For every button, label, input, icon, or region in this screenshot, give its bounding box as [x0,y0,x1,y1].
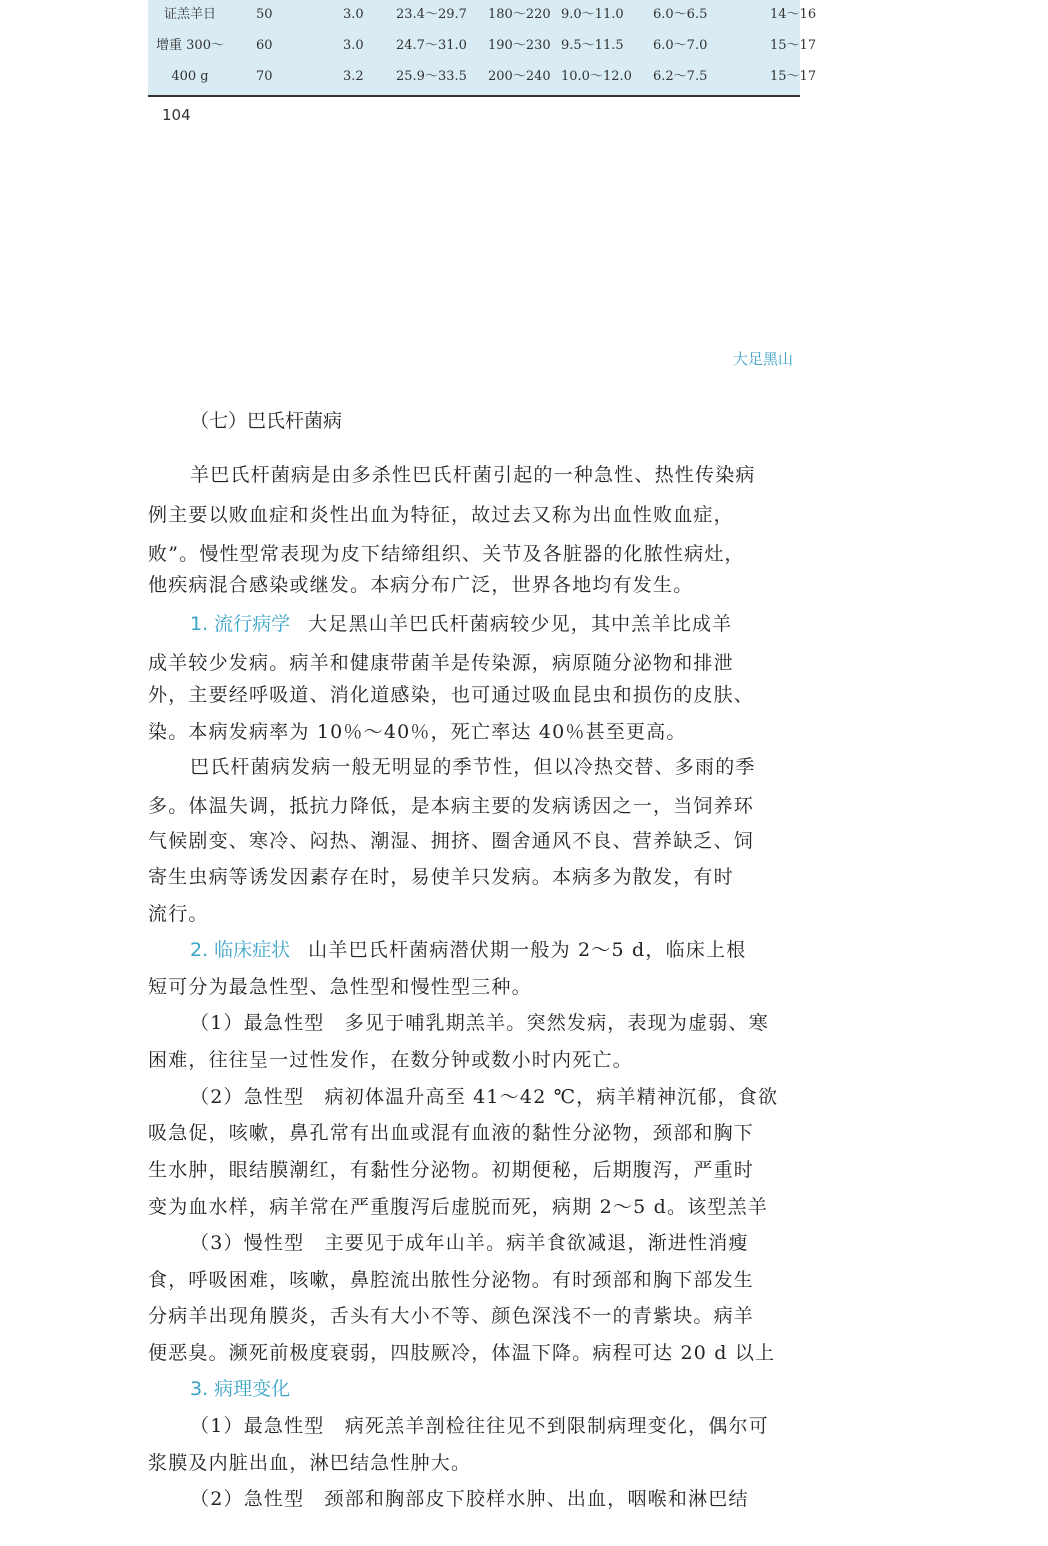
subsection-heading: 2. 临床症状 [190,939,291,961]
body-text: 大足黑山羊巴氏杆菌病较少见，其中羔羊比成羊 [308,613,733,635]
body-line: 生水肿，眼结膜潮红，有黏性分泌物。初期便秘，后期腹泻，严重时 [148,1159,755,1181]
subsection-heading: 3. 病理变化 [190,1378,291,1400]
body-line: 多。体温失调，抵抗力降低，是本病主要的发病诱因之一，当饲养环 [148,795,755,817]
body-line: 困难，往往呈一过性发作，在数分钟或数小时内死亡。 [148,1049,633,1071]
body-line: 吸急促，咳嗽，鼻孔常有出血或混有血液的黏性分泌物，颈部和胸下 [148,1122,755,1144]
table-cell: 400 g [171,69,209,84]
table-cell: 3.2 [343,69,364,84]
body-line: 羊巴氏杆菌病是由多杀性巴氏杆菌引起的一种急性、热性传染病 [190,464,756,486]
table-cell: 9.0～11.0 [561,7,624,22]
body-line: （2）急性型 病初体温升高至 41～42 ℃，病羊精神沉郁，食欲 [190,1086,779,1108]
table-cell: 25.9～33.5 [396,69,467,84]
table-bottom-rule [148,95,800,97]
section-title: （七）巴氏杆菌病 [190,410,343,432]
body-line: 染。本病发病率为 10％～40％，死亡率达 40％甚至更高。 [148,721,687,743]
subsection-line [190,1374,308,1401]
body-line: 变为血水样，病羊常在严重腹泻后虚脱而死，病期 2～5 d。该型羔羊 [148,1196,769,1218]
table-cell: 60 [256,38,273,53]
body-line: 败”。慢性型常表现为皮下结缔组织、关节及各脏器的化脓性病灶， [148,543,745,565]
table-cell: 15～17 [770,38,817,53]
body-line: （3）慢性型 主要见于成年山羊。病羊食欲减退，渐进性消瘦 [190,1232,749,1254]
table-cell: 24.7～31.0 [396,38,467,53]
table-cell: 200～240 [488,69,551,84]
table-cell: 3.0 [343,7,364,22]
table-cell: 6.2～7.5 [653,69,708,84]
body-line: （1）最急性型 病死羔羊剖检往往见不到限制病理变化，偶尔可 [190,1415,769,1437]
running-header: 大足黑山 [733,350,794,368]
body-line: 例主要以败血症和炎性出血为特征，故过去又称为出血性败血症， [148,504,734,526]
body-line: 寄生虫病等诱发因素存在时，易使羊只发病。本病多为散发，有时 [148,866,734,888]
body-line: 气候剧变、寒冷、闷热、潮湿、拥挤、圈舍通风不良、营养缺乏、饲 [148,830,755,852]
table-row [148,0,1048,30]
table-cell: 14～16 [770,7,817,22]
table-cell: 15～17 [770,69,817,84]
table-cell: 证羔羊日 [163,7,216,22]
subsection-line [190,935,746,962]
body-line: 成羊较少发病。病羊和健康带菌羊是传染源，病原随分泌物和排泄 [148,652,734,674]
table-row [148,62,1048,92]
body-line: 便恶臭。濒死前极度衰弱，四肢厥冷，体温下降。病程可达 20 d 以上 [148,1342,776,1364]
table-cell: 70 [256,69,273,84]
table-cell: 190～230 [488,38,551,53]
table-cell: 6.0～7.0 [653,38,708,53]
subsection-line [190,609,732,636]
body-line: 流行。 [148,903,209,925]
body-line: 浆膜及内脏出血，淋巴结急性肿大。 [148,1452,472,1474]
page-number: 104 [162,106,191,124]
table-cell: 9.5～11.5 [561,38,624,53]
body-line: （2）急性型 颈部和胸部皮下胶样水肿、出血，咽喉和淋巴结 [190,1488,749,1510]
table-cell: 180～220 [488,7,551,22]
table-cell: 增重 300～ [156,38,224,53]
table-cell: 23.4～29.7 [396,7,467,22]
table-cell: 10.0～12.0 [561,69,632,84]
body-line: 分病羊出现角膜炎，舌头有大小不等、颜色深浅不一的青紫块。病羊 [148,1305,755,1327]
table-cell: 6.0～6.5 [653,7,708,22]
body-line: 他疾病混合感染或继发。本病分布广泛，世界各地均有发生。 [148,574,694,596]
body-line: 外，主要经呼吸道、消化道感染，也可通过吸血昆虫和损伤的皮肤、 [148,684,755,706]
body-line: 短可分为最急性型、急性型和慢性型三种。 [148,976,532,998]
table-row [148,31,1048,61]
body-line: 食，呼吸困难，咳嗽，鼻腔流出脓性分泌物。有时颈部和胸下部发生 [148,1269,755,1291]
body-line: （1）最急性型 多见于哺乳期羔羊。突然发病，表现为虚弱、寒 [190,1012,769,1034]
table-cell: 3.0 [343,38,364,53]
feeding-standard-table [148,0,817,95]
subsection-heading: 1. 流行病学 [190,613,291,635]
body-text: 山羊巴氏杆菌病潜伏期一般为 2～5 d，临床上根 [308,939,747,961]
body-line: 巴氏杆菌病发病一般无明显的季节性，但以冷热交替、多雨的季 [190,756,756,778]
table-cell: 50 [256,7,273,22]
